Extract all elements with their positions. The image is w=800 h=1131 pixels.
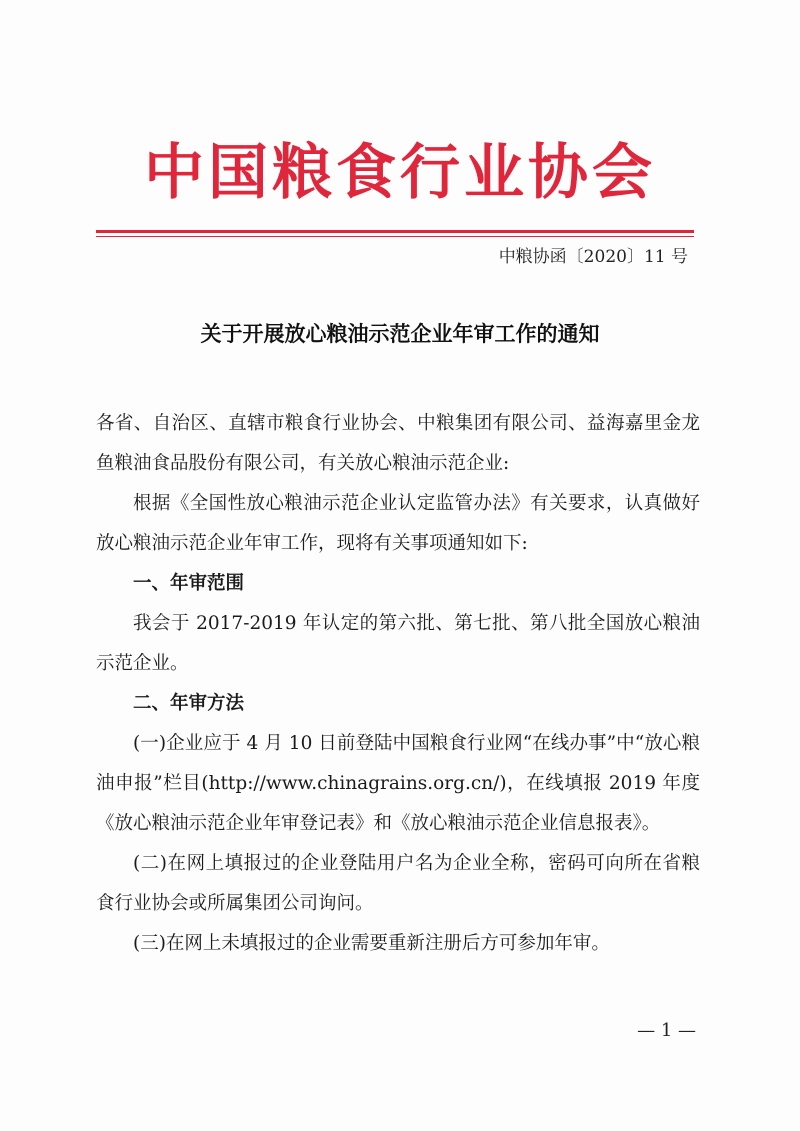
document-title: 关于开展放心粮油示范企业年审工作的通知 (200, 322, 600, 346)
document-number: 中粮协函〔2020〕11 号 (498, 247, 688, 267)
red-divider-thin (96, 236, 694, 237)
method-item-2: (二)在网上填报过的企业登陆用户名为企业全称，密码可向所在省粮食行业协会或所属集团公司询问。 (96, 853, 700, 914)
document-body (96, 404, 700, 964)
section-heading-scope: 一、年审范围 (133, 573, 245, 594)
method-item-3: (三)在网上未填报过的企业需要重新注册后方可参加年审。 (133, 933, 610, 954)
red-divider-thick (96, 230, 694, 233)
addressees-paragraph: 各省、自治区、直辖市粮食行业协会、中粮集团有限公司、益海嘉里金龙鱼粮油食品股份有限公司，有关放心粮油示范企业: (96, 413, 700, 474)
method-item-1: (一)企业应于 4 月 10 日前登陆中国粮食行业网“在线办事”中“放心粮油申报”栏目(http://www.chinagrains.org.cn/)，在线填报 2019 年度《放心粮油示范企业年审登记表》和《放心粮油示范企业信息报表》。 (96, 733, 700, 834)
intro-paragraph: 根据《全国性放心粮油示范企业认定监管办法》有关要求，认真做好放心粮油示范企业年审工作，现将有关事项通知如下: (96, 493, 700, 554)
scope-paragraph: 我会于 2017-2019 年认定的第六批、第七批、第八批全国放心粮油示范企业。 (96, 613, 700, 674)
page-number: — 1 — (637, 1020, 696, 1041)
section-heading-method: 二、年审方法 (133, 693, 245, 714)
organization-header: 中国粮食行业协会 (144, 138, 656, 208)
